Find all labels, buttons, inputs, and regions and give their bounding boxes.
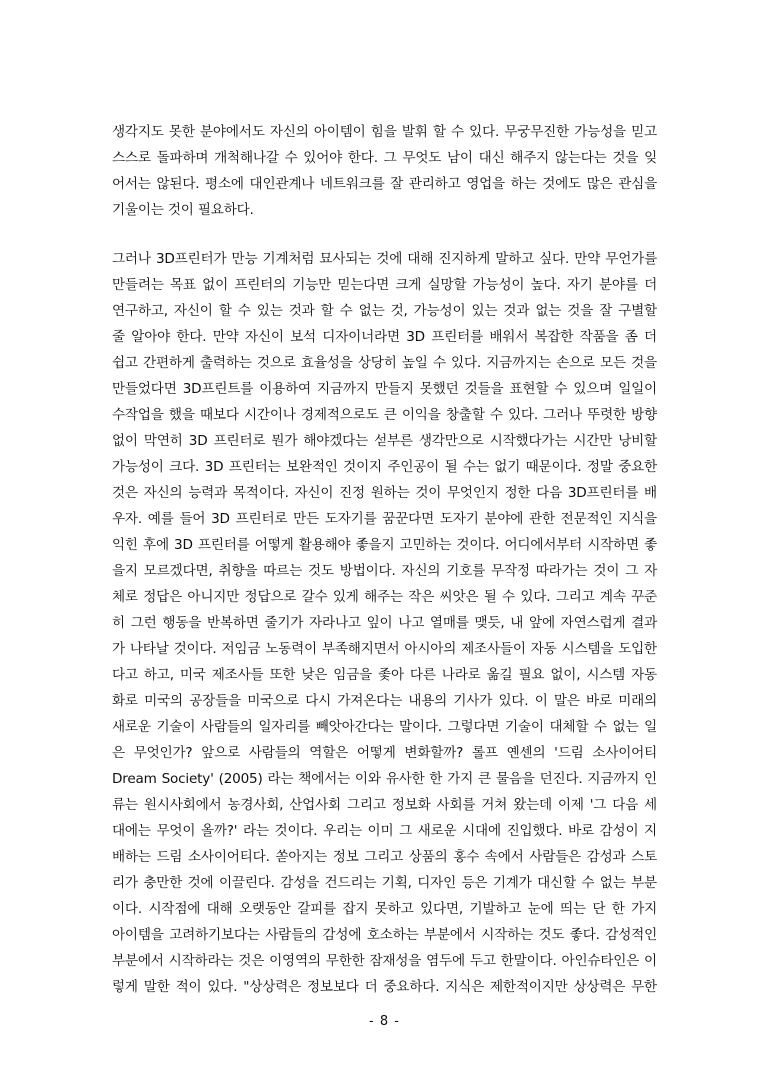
text-line: 리가 충만한 것에 이끌린다. 감성을 건드리는 기획, 디자인 등은 기계가 대신할 수 없는 부분 (112, 875, 657, 891)
text-line: 것은 자신의 능력과 목적이다. 자신이 진정 원하는 것이 무엇인지 정한 다음 3D프린터를 배 (112, 485, 657, 501)
text-line: 렇게 말한 적이 있다. "상상력은 정보보다 더 중요하다. 지식은 제한적이지만 상상력은 무한 (112, 979, 657, 995)
text-line: 연구하고, 자신이 할 수 있는 것과 할 수 없는 것, 가능성이 있는 것과 없는 것을 잘 구별할 (112, 303, 657, 319)
text-line: 만들려는 목표 없이 프린터의 기능만 믿는다면 크게 실망할 가능성이 높다. 자기 분야를 더 (112, 277, 657, 293)
text-line: 어서는 않된다. 평소에 대인관계나 네트워크를 잘 관리하고 영업을 하는 것에도 많은 관심을 (112, 176, 657, 192)
text-line: 히 그런 행동을 반복하면 줄기가 자라나고 잎이 나고 열매를 맺듯, 내 앞에 자연스럽게 결과 (112, 615, 657, 631)
text-line: 류는 원시사회에서 농경사회, 산업사회 그리고 정보화 사회를 거쳐 왔는데 이제 '그 다음 세 (112, 797, 657, 813)
text-line: 기울이는 것이 필요하다. (112, 202, 254, 218)
page-number: - 8 - (369, 1014, 400, 1029)
text-line: 스스로 돌파하며 개척해나갈 수 있어야 한다. 그 무엇도 남이 대신 해주지 않는다는 것을 잊 (112, 150, 657, 166)
text-line: 줄 알아야 한다. 만약 자신이 보석 디자이너라면 3D 프린터를 배워서 복잡한 작품을 좀 더 (112, 329, 657, 345)
text-line: 부분에서 시작하라는 것은 이영역의 무한한 잠재성을 염두에 두고 한말이다. 아인슈타인은 이 (112, 953, 657, 969)
text-line: 만들었다면 3D프린트를 이용하여 지금까지 만들지 못했던 것들을 표현할 수 있으며 일일이 (112, 381, 657, 397)
text-line: 은 무엇인가? 앞으로 사람들의 역할은 어떻게 변화할까? 롤프 옌센의 '드림 소사이어티 (112, 745, 657, 761)
text-line: 가 나타날 것이다. 저임금 노동력이 부족해지면서 아시아의 제조사들이 자동 시스템을 도입한 (112, 641, 657, 657)
text-line: 대에는 무엇이 올까?' 라는 것이다. 우리는 이미 그 새로운 시대에 진입했다. 바로 감성이 지 (112, 823, 657, 839)
text-line: 그러나 3D프린터가 만능 기계처럼 묘사되는 것에 대해 진지하게 말하고 싶다. 만약 무언가를 (112, 251, 657, 267)
text-line: 다고 하고, 미국 제조사들 또한 낮은 임금을 좇아 다른 나라로 옮길 필요 없이, 시스템 자동 (112, 667, 657, 683)
text-line: 수작업을 했을 때보다 시간이나 경제적으로도 큰 이익을 창출할 수 있다. 그러나 뚜렷한 방향 (112, 407, 657, 423)
text-line: Dream Society' (2005) 라는 책에서는 이와 유사한 한 가지 큰 물음을 던진다. 지금까지 인 (112, 771, 657, 787)
text-line: 쉽고 간편하게 출력하는 것으로 효율성을 상당히 높일 수 있다. 지금까지는 손으로 모든 것을 (112, 355, 657, 371)
text-line: 없이 막연히 3D 프린터로 뭔가 해야겠다는 섣부른 생각만으로 시작했다가는 시간만 낭비할 (112, 433, 657, 449)
text-line: 체로 정답은 아니지만 정답으로 갈수 있게 해주는 작은 씨앗은 될 수 있다. 그리고 계속 꾸준 (112, 589, 657, 605)
text-line: 아이템을 고려하기보다는 사람들의 감성에 호소하는 부분에서 시작하는 것도 좋다. 감성적인 (112, 927, 657, 943)
text-line: 생각지도 못한 분야에서도 자신의 아이템이 힘을 발휘 할 수 있다. 무궁무진한 가능성을 믿고 (112, 124, 657, 140)
text-line: 가능성이 크다. 3D 프린터는 보완적인 것이지 주인공이 될 수는 없기 때문이다. 정말 중요한 (112, 459, 657, 475)
text-line: 익힌 후에 3D 프린터를 어떻게 활용해야 좋을지 고민하는 것이다. 어디에서부터 시작하면 좋 (112, 537, 657, 553)
text-line: 새로운 기술이 사람들의 일자리를 빼앗아간다는 말이다. 그렇다면 기술이 대체할 수 없는 일 (112, 719, 657, 735)
text-line: 을지 모르겠다면, 취향을 따르는 것도 방법이다. 자신의 기호를 무작정 따라가는 것이 그 자 (112, 563, 657, 579)
text-line: 화로 미국의 공장들을 미국으로 다시 가져온다는 내용의 기사가 있다. 이 말은 바로 미래의 (112, 693, 657, 709)
text-line: 우자. 예를 들어 3D 프린터로 만든 도자기를 꿈꾼다면 도자기 분야에 관한 전문적인 지식을 (112, 511, 657, 527)
text-line: 이다. 시작점에 대해 오랫동안 갈피를 잡지 못하고 있다면, 기발하고 눈에 띄는 단 한 가지 (112, 901, 657, 917)
text-line: 배하는 드림 소사이어티다. 쏟아지는 정보 그리고 상품의 홍수 속에서 사람들은 감성과 스토 (112, 849, 657, 865)
